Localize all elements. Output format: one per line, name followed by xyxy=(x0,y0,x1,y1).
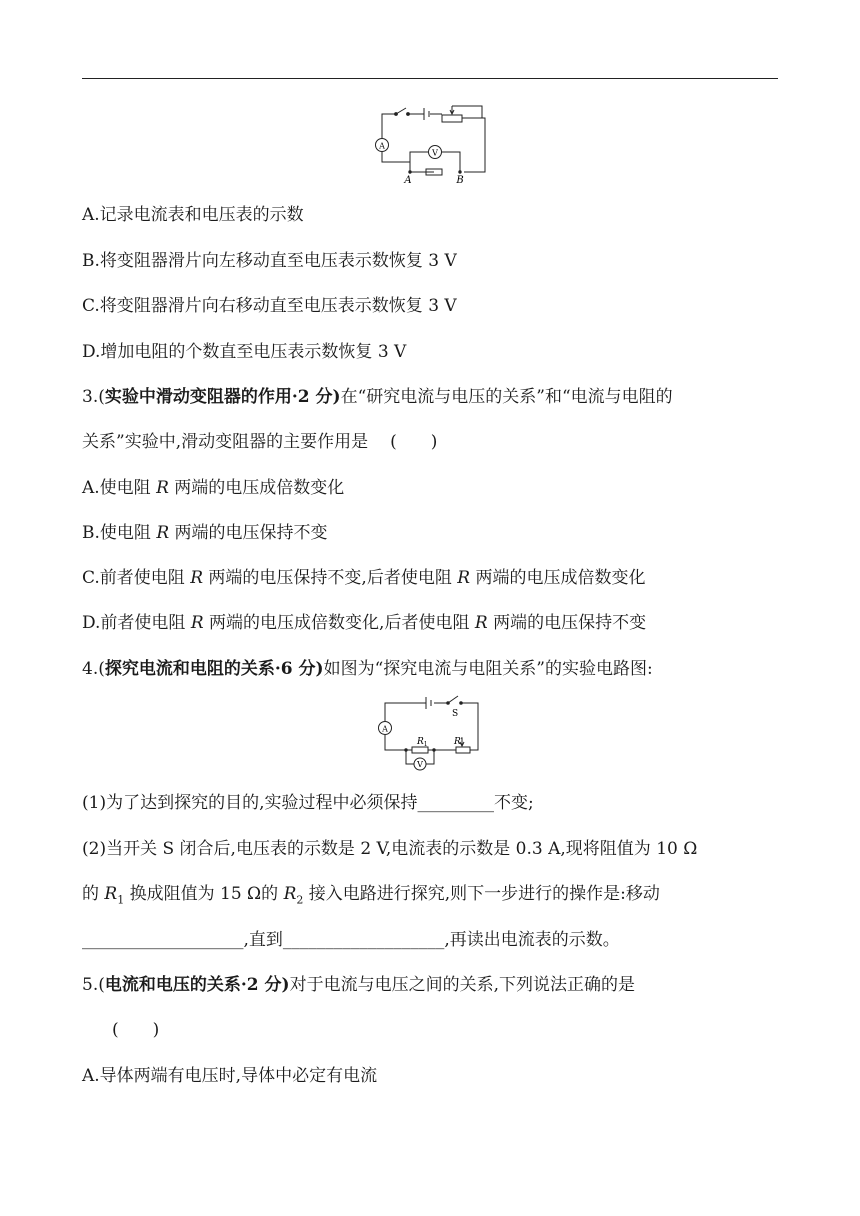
header-rule xyxy=(82,78,778,79)
rheostat-label: R′ xyxy=(454,737,463,747)
q2-option-b: B.将变阻器滑片向左移动直至电压表示数恢复 3 V xyxy=(82,251,457,271)
q3-text2: 关系”实验中,滑动变阻器的主要作用是 xyxy=(82,432,369,452)
ammeter-label-1: A xyxy=(379,141,385,151)
q5-answer-paren: ( ) xyxy=(112,1020,160,1040)
q4-part2-line2: 的 $R_1$ 换成阻值为 15 Ω的 $R_2$ 接入电路进行探究,则下一步进行的操作是:移动 xyxy=(82,884,660,907)
q2-option-d: D.增加电阻的个数直至电压表示数恢复 3 V xyxy=(82,342,407,362)
q5-text: 对于电流与电压之间的关系,下列说法正确的是 xyxy=(289,975,635,995)
q5-option-a: A.导体两端有电压时,导体中必定有电流 xyxy=(82,1066,378,1086)
q4-blank-1: _________ xyxy=(417,793,494,813)
q4-blank-2: ___________________ xyxy=(82,930,244,950)
q3-option-c: C.前者使电阻 R 两端的电压保持不变,后者使电阻 R 两端的电压成倍数变化 xyxy=(82,568,646,588)
q3-answer-paren: ( ) xyxy=(390,432,438,452)
q4-tag: 探究电流和电阻的关系·6 分 xyxy=(104,659,316,679)
q4-stem xyxy=(82,657,653,681)
switch-label: S xyxy=(452,709,459,719)
ammeter-label-2: A xyxy=(382,724,388,734)
q5-tag: 电流和电压的关系·2 分 xyxy=(104,975,282,995)
q3-option-a: A.使电阻 R 两端的电压成倍数变化 xyxy=(82,478,345,498)
q4-text: 如图为“探究电流与电阻关系”的实验电路图: xyxy=(323,659,653,679)
q5-number: 5.( xyxy=(82,975,105,995)
q4-part2-line3: ___________________,直到___________________,再读出电流表的示数。 xyxy=(82,930,620,950)
q3-option-b: B.使电阻 R 两端的电压保持不变 xyxy=(82,523,328,543)
q2-option-c: C.将变阻器滑片向右移动直至电压表示数恢复 3 V xyxy=(82,296,457,316)
q5-tag-close: ) xyxy=(281,975,290,995)
q3-tag: 实验中滑动变阻器的作用·2 分 xyxy=(104,387,333,407)
point-a-label: A xyxy=(404,175,412,186)
q4-part2-line1: (2)当开关 S 闭合后,电压表的示数是 2 V,电流表的示数是 0.3 A,现将阻值为 10 Ω xyxy=(82,839,698,859)
q4-part1: (1)为了达到探究的目的,实验过程中必须保持_________不变; xyxy=(82,793,534,813)
q3-stem-line2 xyxy=(82,430,437,454)
q4-number: 4.( xyxy=(82,659,105,679)
q5-stem xyxy=(82,973,635,997)
q3-number: 3.( xyxy=(82,387,105,407)
q4-blank-3: ___________________ xyxy=(282,930,445,950)
point-b-label: B xyxy=(456,175,464,186)
q4-tag-close: ) xyxy=(315,659,324,679)
q3-text1: 在“研究电流与电压的关系”和“电流与电阻的 xyxy=(340,387,673,407)
voltmeter-label-2: V xyxy=(417,760,423,769)
q3-tag-close: ) xyxy=(332,387,341,407)
q2-option-a: A.记录电流表和电压表的示数 xyxy=(82,205,304,225)
q3-stem-line1 xyxy=(82,385,673,409)
circuit-diagram-2 xyxy=(376,694,488,774)
resistor-r1-label: $R_1$ xyxy=(417,737,428,748)
q3-option-d: D.前者使电阻 R 两端的电压成倍数变化,后者使电阻 R 两端的电压保持不变 xyxy=(82,613,647,633)
voltmeter-label-1: V xyxy=(432,148,438,158)
circuit-diagram-1 xyxy=(370,104,490,186)
